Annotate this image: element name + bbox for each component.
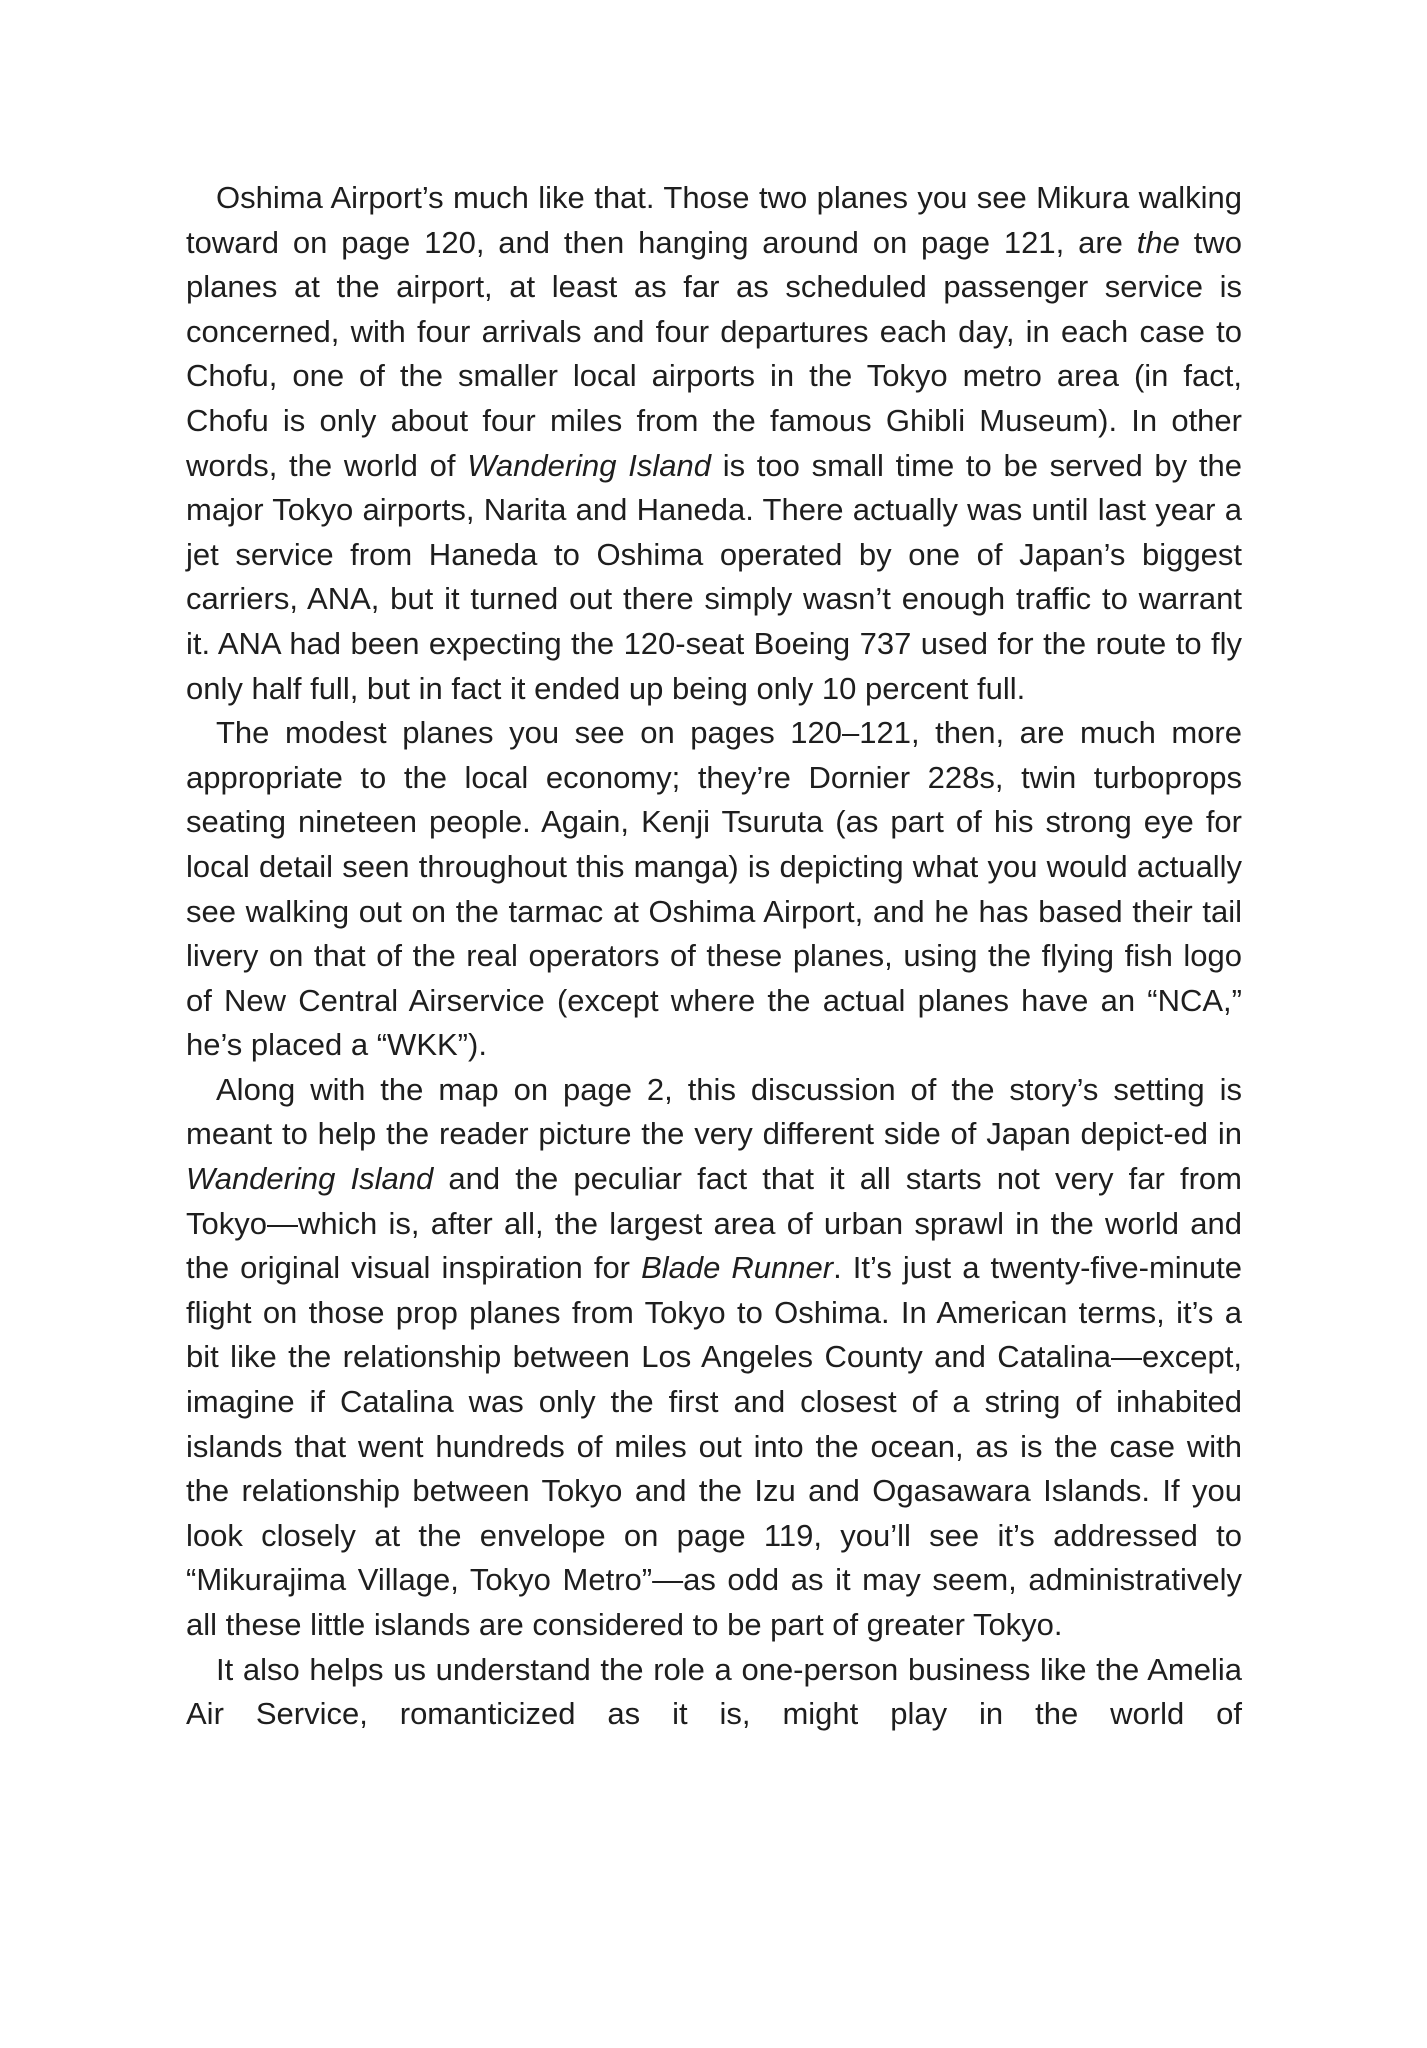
emphasis-text: Blade Runner [641,1250,834,1286]
text-run: two planes at the airport, at least as far as scheduled passenger service is concerned, with four arrivals and four departures each day, in each case to Chofu, one of the smaller local airports in the Tokyo metro area (in fact, Chofu is only about four miles from the famous Ghibli Museum). In other words, the world of [186,224,1242,483]
body-text [186,176,1242,1737]
emphasis-text: Wandering Island [467,447,711,483]
paragraph [186,711,1242,1068]
text-run: . It’s just a twenty-five-minute flight on those prop planes from Tokyo to Oshima. In American terms, it’s a bit like the relationship between Los Angeles County and Catalina—except, imagine if Catalina was only the first and closest of a string of inhabited islands that went hundreds of miles out into the ocean, as is the case with the relationship between Tokyo and the Izu and Ogasawara Islands. If you look closely at the envelope on page 119, you’ll see it’s addressed to “Mikurajima Village, Tokyo Metro”—as odd as it may seem, administratively all these little islands are considered to be part of greater Tokyo. [186,1250,1243,1642]
text-run: Oshima Airport’s much like that. Those two planes you see Mikura walking toward on page 120, and then hanging around on page 121, are [186,180,1242,260]
emphasis-text: Wandering Island [186,1161,434,1197]
text-run: and the peculiar fact that it all starts not very far from Tokyo—which is, after all, the largest area of urban sprawl in the world and the original visual inspiration for [186,1161,1242,1286]
paragraph [186,176,1242,711]
text-run: It also helps us understand the role a one-person business like the Amelia Air Service, romanticized as it is, might play in the world of [186,1651,1242,1732]
text-run: Along with the map on page 2, this discussion of the story’s setting is meant to help the reader picture the very different side of Japan depict-ed in [186,1071,1242,1152]
paragraph [186,1068,1242,1648]
text-run: The modest planes you see on pages 120–121, then, are much more appropriate to the local economy; they’re Dornier 228s, twin turboprops seating nineteen people. Again, Kenji Tsuruta (as part of his strong eye for local detail seen throughout this manga) is depicting what you would actually see walking out on the tarmac at Oshima Airport, and he has based their tail livery on that of the real operators of these planes, using the flying fish logo of New Central Airservice (except where the actual planes have an “NCA,” he’s placed a “WKK”). [186,715,1242,1063]
emphasis-text: the [1136,224,1180,260]
paragraph [186,1648,1242,1737]
text-run: is too small time to be served by the major Tokyo airports, Narita and Haneda. There actually was until last year a jet service from Haneda to Oshima operated by one of Japan’s biggest carriers, ANA, but it turned out there simply wasn’t enough traffic to warrant it. ANA had been expecting the 120-seat Boeing 737 used for the route to fly only half full, but in fact it ended up being only 10 percent full. [186,447,1242,706]
